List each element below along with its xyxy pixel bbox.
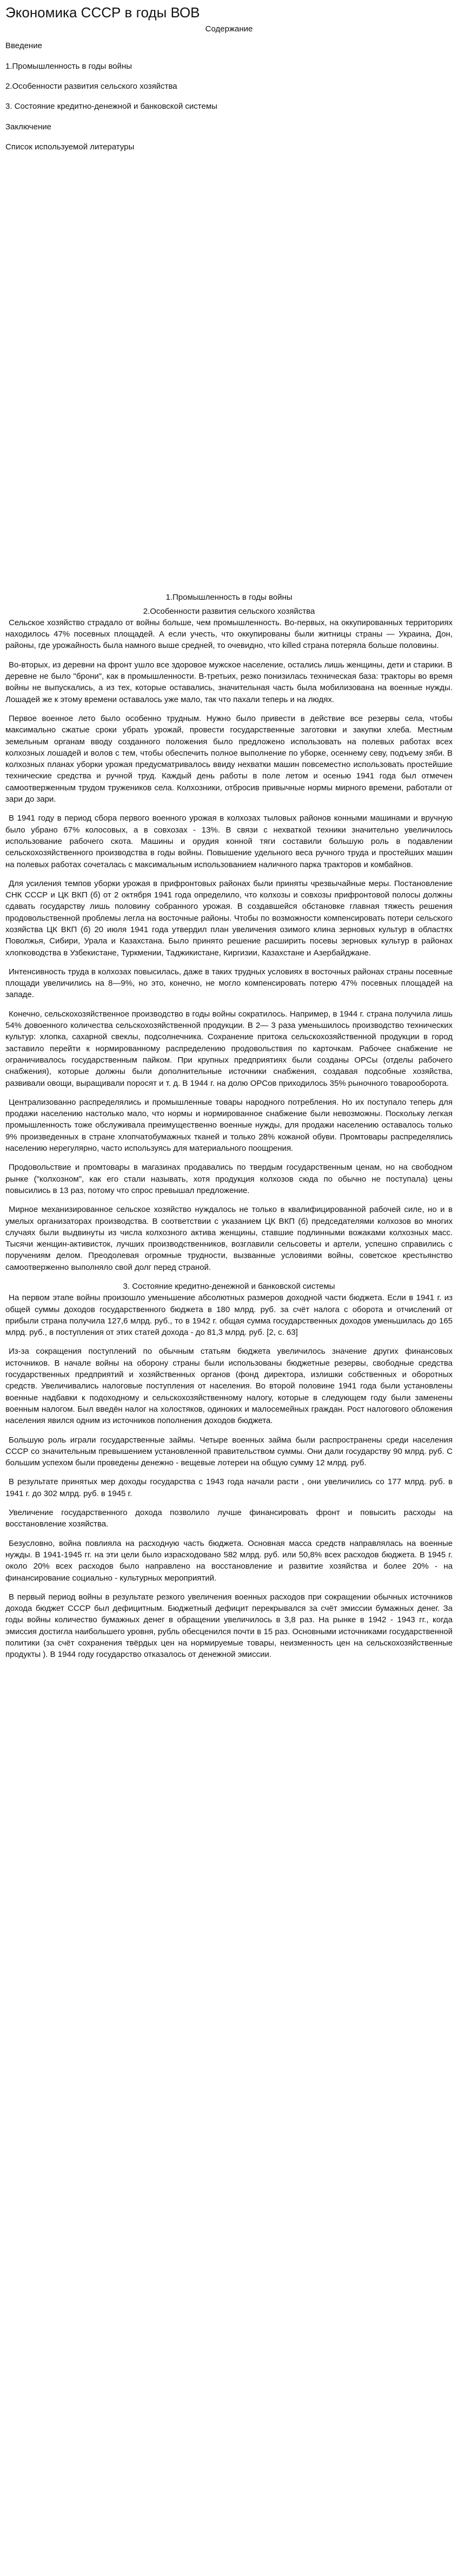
paragraph: Продовольствие и промтовары в магазинах продавались по твердым государственным ценам, но на свободном рынке ("колхозном", как его стали называть, хотя продукция колхозов сюда по обычно не поступала) цены повысились в 13 раз, потому что спрос превышал предложение. [5, 1163, 453, 1195]
toc-item-banking: 3. Состояние кредитно-денежной и банковской системы [5, 102, 217, 112]
paragraph: На первом этапе войны произошло уменьшение абсолютных размеров доходной части бюджета. Если в 1941 г. из общей суммы доходов государственного бюджета в 180 млрд. руб. за счёт налога с оборота и отчислений от прибыли страна получила 127,6 млрд. руб., то в 1942 г. общая сумма государственных доходов уменьшилась до 165 млрд. руб., в поступления от этих статей дохода - до 81,3 млрд. руб. [2, с. 63] [5, 1293, 453, 1338]
section-heading-banking: 3. Состояние кредитно-денежной и банковской системы [123, 1282, 335, 1291]
paragraph: Во-вторых, из деревни на фронт ушло все здоровое мужское население, остались лишь женщины, дети и старики. В деревне не было "брони", как в промышленности. В-третьих, резко понизилась техническая база: тракторы во время войны не выпускались, а из тех, которые оставались, значительная часть была мобилизована на военные нужды. Лошадей же к этому времени оставалось уже мало, так что пахали теперь и на людях. [5, 660, 453, 704]
toc-item-introduction: Введение [5, 41, 42, 51]
paragraph: Для усиления темпов уборки урожая в прифронтовых районах были приняты чрезвычайные меры. Постановление СНК СССР и ЦК ВКП (б) от 2 октября 1941 года определило, что колхозы и совхозы прифронтовой полосы должны сдавать государству лишь половину собранного урожая. В создавшейся обстановке главная тяжесть решения продовольственной проблемы легла на восточные районы. Чтобы по возможности компенсировать потери сельского хозяйства ЦК ВКП (б) 20 июля 1941 года утвердил план увеличения озимого клина зерновых культур в областях Поволжья, Сибири, Урала и Казахстана. Было принято решение расширить посевы зерновых культур в районах хлопководства в Узбекистане, Туркмении, Таджикистане, Киргизии, Казахстане и Азербайджане. [5, 879, 453, 958]
paragraph: Централизованно распределялись и промышленные товары народного потребления. Но их поступало теперь для продажи населению настолько мало, что нормы и нормированное снабжение были невозможны. Поскольку легкая промышленность тоже обслуживала преимущественно военные нужды, для продажи населению оставалось только 9% произведенных в стране хлопчатобумажных тканей и только 28% кожаной обуви. Промтовары распределялись населению нерегулярно, часто используясь для материального поощрения. [5, 1097, 453, 1153]
toc-item-conclusion: Заключение [5, 122, 51, 132]
blank-area [5, 161, 453, 592]
paragraph: Первое военное лето было особенно трудным. Нужно было привести в действие все резервы села, чтобы максимально сжатые сроки убрать урожай, провести государственные заготовки и закупки хлеба. Местным земельным органам вводу созданного положения было предложено использовать на полевых работах всех колхозных лошадей и волов с тем, чтобы обеспечить полное выполнение по уборке, осеннему севу, подъему зяби. В колхозных планах уборки урожая предусматривалось ввиду нехватки машин повсеместно использовать простейшие технические средства и ручной труд. Каждый день работы в поле летом и осенью 1941 года был отмечен самоотверженным трудом тружеников села. Колхозники, отбросив привычные нормы мирного времени, работали от зари до зари. [5, 713, 453, 804]
paragraph: В первый период войны в результате резкого увеличения военных расходов при сокращении обычных источников дохода бюджет СССР был дефицитным. Бюджетный дефицит перекрывался за счёт эмиссии бумажных денег. За годы войны количество бумажных денег в обращении увеличилось в 3,8 раз. На рынке в 1942 - 1943 гг., когда эмиссия достигла наибольшего уровня, рубль обесценился почти в 15 раз. Основными источниками государственной политики (за счёт сохранения твёрдых цен на нормируемые товары, неизменность цен на сельскохозяйственные продукты ). В 1944 году государство отказалось от денежной эмиссии. [5, 1592, 453, 1660]
paragraph: Увеличение государственного дохода позволило лучше финансировать фронт и повысить расходы на восстановление хозяйства. [5, 1508, 453, 1529]
paragraph: Из-за сокращения поступлений по обычным статьям бюджета увеличилось значение других финансовых источников. В начале войны на оборону страны были использованы бюджетные резервы, свободные средства государственных предприятий и хозяйственных органов (фонд директора, излишки собственных и оборотных средств. Увеличивались налоговые поступления от населения. Во второй половине 1941 года были установлены военные надбавки к подоходному и сельскохозяйственному налогу, которые в следующем году были заменены военным налогом. Был введён налог на холостяков, одиноких и малосемейных граждан. Рост налогового обложения населения явился одним из источников пополнения доходов бюджета. [5, 1347, 453, 1426]
paragraph: Интенсивность труда в колхозах повысилась, даже в таких трудных условиях в восточных районах страны посевные площади увеличились на 8—9%, но это, конечно, не могло компенсировать потерю 47% посевных площадей на западе. [5, 967, 453, 1000]
paragraph: В 1941 году в период сбора первого военного урожая в колхозах тыловых районов конными машинами и вручную было убрано 67% колосовых, а в совхозах - 13%. В связи с нехваткой техники значительно увеличилось использование рабочего скота. Машины и орудия конной тяги составили большую роль в подавлении сельскохозяйственного производства в годы войны. Повышение удельного веса ручного труда и простейших машин на полевых работах сочеталась с максимальным использованием наличного парка тракторов и комбайнов. [5, 814, 453, 869]
document-title: Экономика СССР в годы ВОВ [5, 4, 200, 21]
section-heading-agriculture: 2.Особенности развития сельского хозяйства [143, 606, 315, 616]
toc-item-agriculture: 2.Особенности развития сельского хозяйства [5, 82, 177, 91]
table-of-contents [5, 40, 453, 153]
paragraph: Конечно, сельскохозяйственное производство в годы войны сократилось. Например, в 1944 г. страна получила лишь 54% довоенного количества сельскохозяйственной продукции. В 2— 3 раза уменьшилось производство технических культур: хлопка, сахарной свеклы, подсолнечника. Сохранение притока сельскохозяйственной продукции в город заставило перейти к нормированному распределению продовольствия по карточкам. Рабочее снабжение не ограничивалось государственным пайком. При крупных предприятиях были созданы ОРСы (отделы рабочего снабжения), которые должны были дополнительные источники снабжения, создавая подсобные хозяйства, развивали овощи, выращивали поросят и т. д. В 1944 г. на долю ОРСов приходилось 35% рыночного товарооборота. [5, 1009, 453, 1088]
paragraph: Безусловно, война повлияла на расходную часть бюджета. Основная масса средств направлялась на военные нужды. В 1941-1945 гг. на эти цели было израсходовано 582 млрд. руб. или 50,8% всех расходов бюджета. В 1945 г. около 20% всех расходов было направлено на восстановление и развитие хозяйства и более 20% - на финансирование социально - культурных мероприятий. [5, 1538, 453, 1583]
paragraph: Мирное механизированное сельское хозяйство нуждалось не только в квалифицированной рабочей силе, но и в умелых организаторах производства. В соответствии с указанием ЦК ВКП (б) председателями колхозов во многих случаях были выдвинуты из числа колхозного актива женщины, ставшие подлинными вожаками колхозных масс. Тысячи женщин-активисток, лучших производственников, возглавили сельсоветы и артели, успешно справились с поручениям делом. Преодолевая огромные трудности, вызванные условиями войны, советское крестьянство самоотверженно выполняло свой долг перед страной. [5, 1205, 453, 1272]
toc-item-industry: 1.Промышленность в годы войны [5, 61, 132, 71]
paragraph: В результате принятых мер доходы государства с 1943 года начали расти , они увеличились со 177 млрд. руб. в 1941 г. до 302 млрд. руб. в 1945 г. [5, 1477, 453, 1498]
toc-heading: Содержание [205, 24, 253, 34]
section-heading-industry: 1.Промышленность в годы войны [165, 593, 293, 602]
paragraph: Сельское хозяйство страдало от войны больше, чем промышленность. Во-первых, на оккупированных территориях находилось 47% посевных площадей. А если учесть, что оккупированы были житницы страны — Украина, Дон, районы, где урожайность была намного выше средней, то очевидно, что killed страна потеряла больше половины. [5, 618, 453, 651]
toc-item-bibliography: Список используемой литературы [5, 142, 135, 152]
paragraph: Большую роль играли государственные займы. Четыре военных займа были распространены среди населения СССР со значительным превышением установленной правительством суммы. Они дали государству 90 млрд. руб. С большим успехом были проведены денежно - вещевые лотереи на общую сумму 12 млрд. руб. [5, 1435, 453, 1468]
